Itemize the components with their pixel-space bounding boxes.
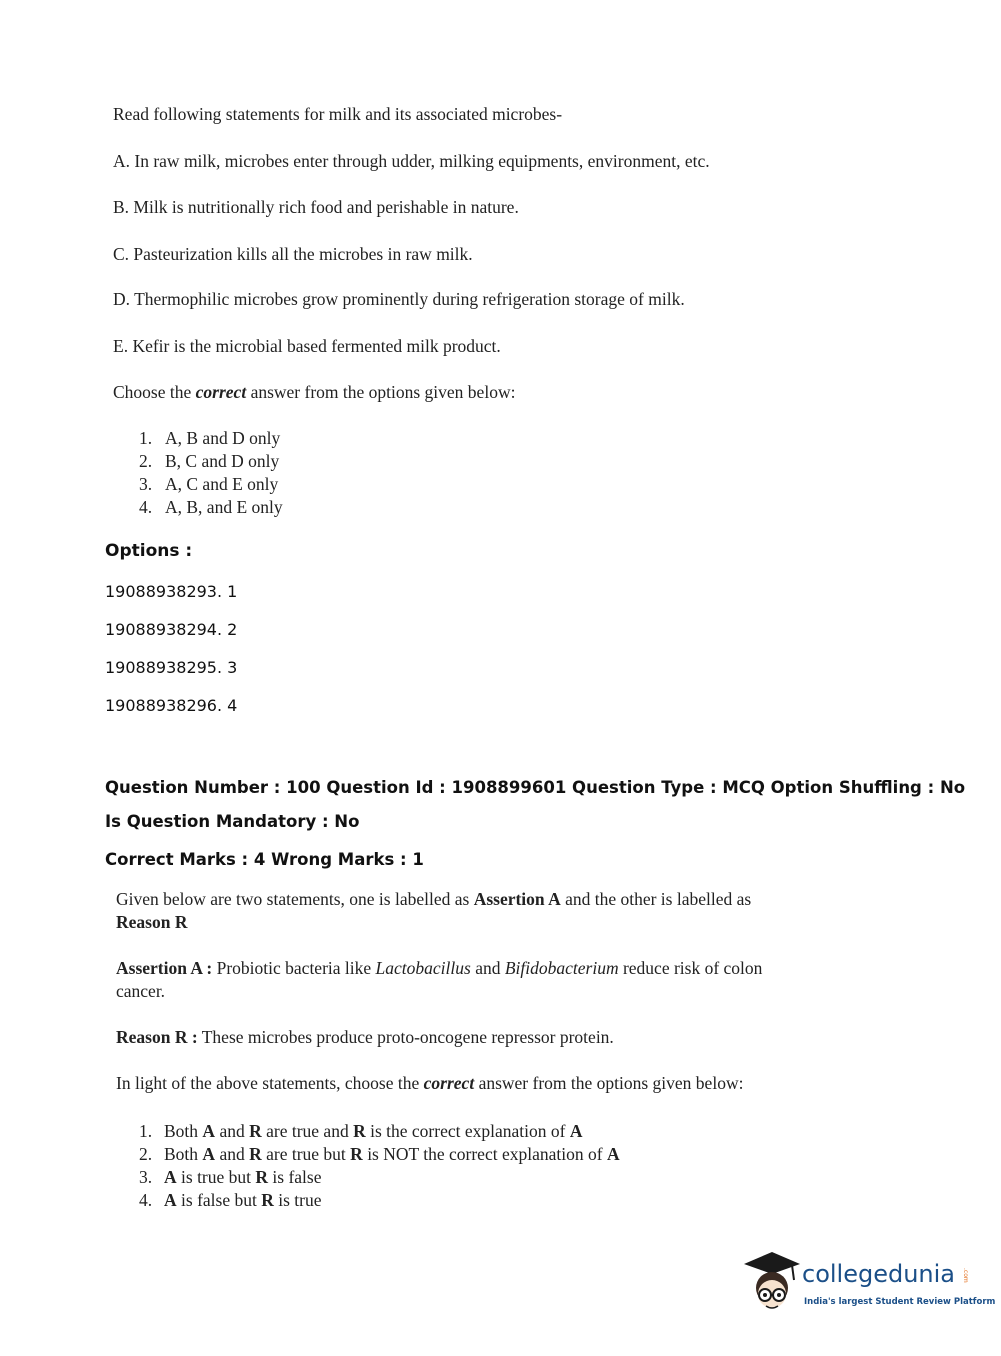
statement-d: D. Thermophilic microbes grow prominently during refrigeration storage of milk. [113, 289, 685, 309]
question-2-intro: Given below are two statements, one is labelled as Assertion A and the other is labelled as [116, 889, 752, 909]
question-2-instruction: In light of the above statements, choose the correct answer from the options given below: [116, 1073, 744, 1093]
student-mascot-icon [742, 1250, 802, 1320]
choice-item: 1. Both A and R are true and R is the correct explanation of A [139, 1121, 583, 1141]
logo-tagline: India's largest Student Review Platform [804, 1297, 996, 1307]
question-meta-line: Question Number : 100 Question Id : 1908899601 Question Type : MCQ Option Shuffling : No [105, 778, 966, 797]
option-row: 19088938294. 2 [105, 620, 238, 639]
assertion: Assertion A : Probiotic bacteria like Lactobacillus and Bifidobacterium reduce risk of colon [116, 958, 763, 978]
choice-item: 2. B, C and D only [139, 451, 280, 471]
question-1-choices [139, 427, 283, 519]
choice-item: 1. A, B and D only [139, 428, 281, 448]
question-2-choices [139, 1120, 620, 1212]
question-mandatory: Is Question Mandatory : No [105, 812, 360, 831]
assertion-cont: cancer. [116, 981, 166, 1001]
logo-wordmark: collegedunia [802, 1260, 956, 1288]
options-heading: Options : [105, 541, 193, 561]
statement-c: C. Pasteurization kills all the microbes in raw milk. [113, 244, 473, 264]
question-1-intro: Read following statements for milk and its associated microbes- [113, 104, 563, 124]
option-row: 19088938293. 1 [105, 582, 238, 601]
question-marks: Correct Marks : 4 Wrong Marks : 1 [105, 850, 424, 869]
reason: Reason R : These microbes produce proto-oncogene repressor protein. [116, 1027, 614, 1047]
option-row: 19088938296. 4 [105, 696, 238, 715]
logo-dotcom: .com [962, 1268, 969, 1283]
question-2-intro-cont: Reason R [116, 912, 188, 932]
collegedunia-logo[interactable] [742, 1250, 996, 1320]
option-row: 19088938295. 3 [105, 658, 238, 677]
statement-e: E. Kefir is the microbial based fermented milk product. [113, 336, 501, 356]
statement-b: B. Milk is nutritionally rich food and perishable in nature. [113, 197, 519, 217]
choice-item: 4. A, B, and E only [139, 497, 283, 517]
choice-item: 4. A is false but R is true [139, 1190, 322, 1210]
question-1-instruction: Choose the correct answer from the options given below: [113, 382, 516, 402]
choice-item: 3. A, C and E only [139, 474, 279, 494]
choice-item: 2. Both A and R are true but R is NOT the correct explanation of A [139, 1144, 620, 1164]
choice-item: 3. A is true but R is false [139, 1167, 322, 1187]
statement-a: A. In raw milk, microbes enter through udder, milking equipments, environment, etc. [113, 151, 710, 171]
